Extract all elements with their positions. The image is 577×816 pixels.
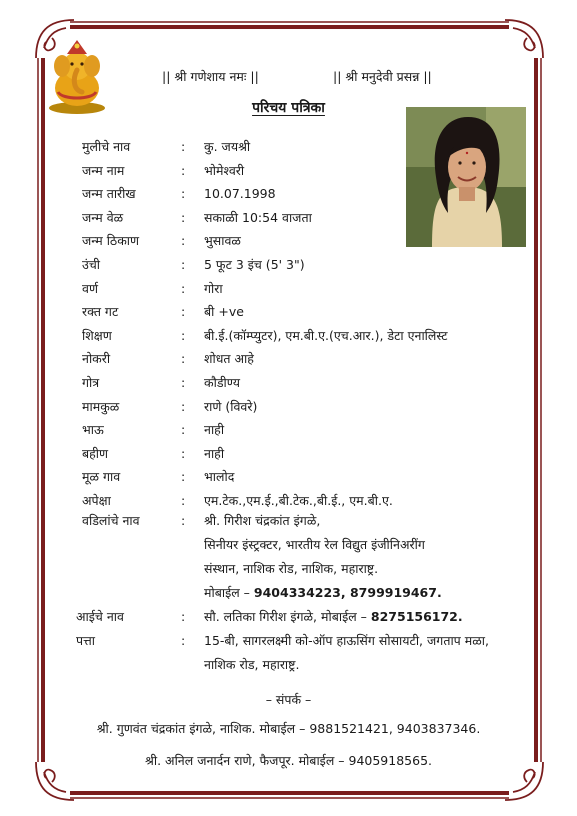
colon: :	[181, 209, 186, 225]
detail-label: जन्म ठिकाण	[82, 233, 140, 249]
contact-line-2: श्री. अनिल जनार्दन राणे, फैजपूर. मोबाईल – 9405918565.	[144, 753, 432, 768]
detail-label: नोकरी	[82, 351, 111, 367]
colon: :	[181, 304, 186, 320]
detail-label: उंची	[82, 257, 101, 272]
father-designation: सिनीयर इंस्ट्रक्टर, भारतीय रेल विद्युत इंजीनिअरींग	[204, 537, 425, 552]
detail-value: बी +ve	[204, 304, 244, 320]
detail-label: मुलीचे नाव	[82, 139, 131, 154]
colon: :	[181, 398, 186, 414]
detail-label: अपेक्षा	[82, 493, 111, 508]
colon: :	[181, 375, 186, 390]
invocation-manudevi: || श्री मनुदेवी प्रसन्न ||	[333, 69, 432, 84]
detail-value: भुसावळ	[204, 233, 241, 249]
colon: :	[181, 469, 186, 485]
detail-value: सकाळी 10:54 वाजता	[204, 209, 312, 225]
invocation-ganesh: || श्री गणेशाय नमः ||	[162, 69, 259, 84]
father-mobile	[204, 584, 442, 602]
colon: :	[181, 139, 186, 154]
detail-label: मूळ गाव	[82, 469, 121, 485]
colon: :	[181, 445, 186, 461]
detail-label: मामकुळ	[82, 398, 120, 414]
detail-label: बहीण	[82, 445, 109, 461]
page-title: परिचय पत्रिका	[252, 100, 325, 116]
address-line-1: 15-बी, सागरलक्ष्मी को-ऑप हाऊसिंग सोसायटी, जगताप मळा,	[204, 633, 489, 648]
colon: :	[181, 633, 186, 648]
detail-value: कु. जयश्री	[204, 139, 251, 154]
colon: :	[181, 609, 186, 624]
detail-label: भाऊ	[82, 422, 104, 438]
colon: :	[181, 351, 186, 367]
detail-value: नाही	[204, 445, 225, 461]
colon: :	[181, 186, 186, 202]
contact-heading: – संपर्क –	[265, 692, 312, 707]
detail-value: राणे (विवरे)	[204, 398, 258, 414]
detail-label: जन्म नाम	[82, 162, 125, 178]
mother-details	[204, 608, 463, 626]
colon: :	[181, 280, 186, 296]
detail-value: शोधत आहे	[204, 351, 254, 367]
colon: :	[181, 422, 186, 438]
colon: :	[181, 513, 186, 528]
detail-label: वर्ण	[82, 280, 98, 296]
detail-label: जन्म तारीख	[82, 186, 136, 202]
mobile-label: मोबाईल –	[204, 585, 254, 600]
colon: :	[181, 327, 186, 343]
contact-line-1: श्री. गुणवंत चंद्रकांत इंगळे, नाशिक. मोबाईल – 9881521421, 9403837346.	[96, 721, 481, 736]
detail-label: जन्म वेळ	[82, 209, 124, 225]
father-label: वडिलांचे नाव	[82, 513, 140, 528]
mother-label: आईचे नाव	[76, 609, 124, 624]
detail-label: शिक्षण	[82, 327, 112, 343]
colon: :	[181, 162, 186, 178]
detail-value: 5 फूट 3 इंच (5' 3")	[204, 257, 305, 272]
detail-value: 10.07.1998	[204, 186, 276, 202]
detail-value: भोमेश्वरी	[204, 162, 245, 178]
detail-value: बी.ई.(कॉम्प्युटर), एम.बी.ए.(एच.आर.), डेटा एनालिस्ट	[204, 327, 448, 343]
profile-photo	[406, 107, 526, 247]
address-line-2: नाशिक रोड, महाराष्ट्र.	[204, 657, 300, 672]
mother-name: सौ. लतिका गिरीश इंगळे, मोबाईल –	[204, 609, 371, 624]
colon: :	[181, 233, 186, 249]
father-mobile-number: 9404334223, 8799919467.	[253, 585, 442, 600]
detail-value: कौडीण्य	[204, 375, 240, 390]
father-institute: संस्थान, नाशिक रोड, नाशिक, महाराष्ट्र.	[204, 561, 379, 576]
detail-label: गोत्र	[82, 375, 100, 390]
detail-value: नाही	[204, 422, 225, 438]
father-name: श्री. गिरीश चंद्रकांत इंगळे,	[204, 513, 321, 528]
colon: :	[181, 257, 186, 272]
detail-label: रक्त गट	[82, 304, 119, 320]
mother-mobile-number: 8275156172.	[370, 609, 463, 624]
detail-value: गोरा	[204, 280, 223, 296]
colon: :	[181, 493, 186, 508]
detail-value: एम.टेक.,एम.ई.,बी.टेक.,बी.ई., एम.बी.ए.	[204, 493, 393, 508]
detail-value: भालोद	[204, 469, 235, 485]
address-label: पत्ता	[76, 633, 95, 648]
